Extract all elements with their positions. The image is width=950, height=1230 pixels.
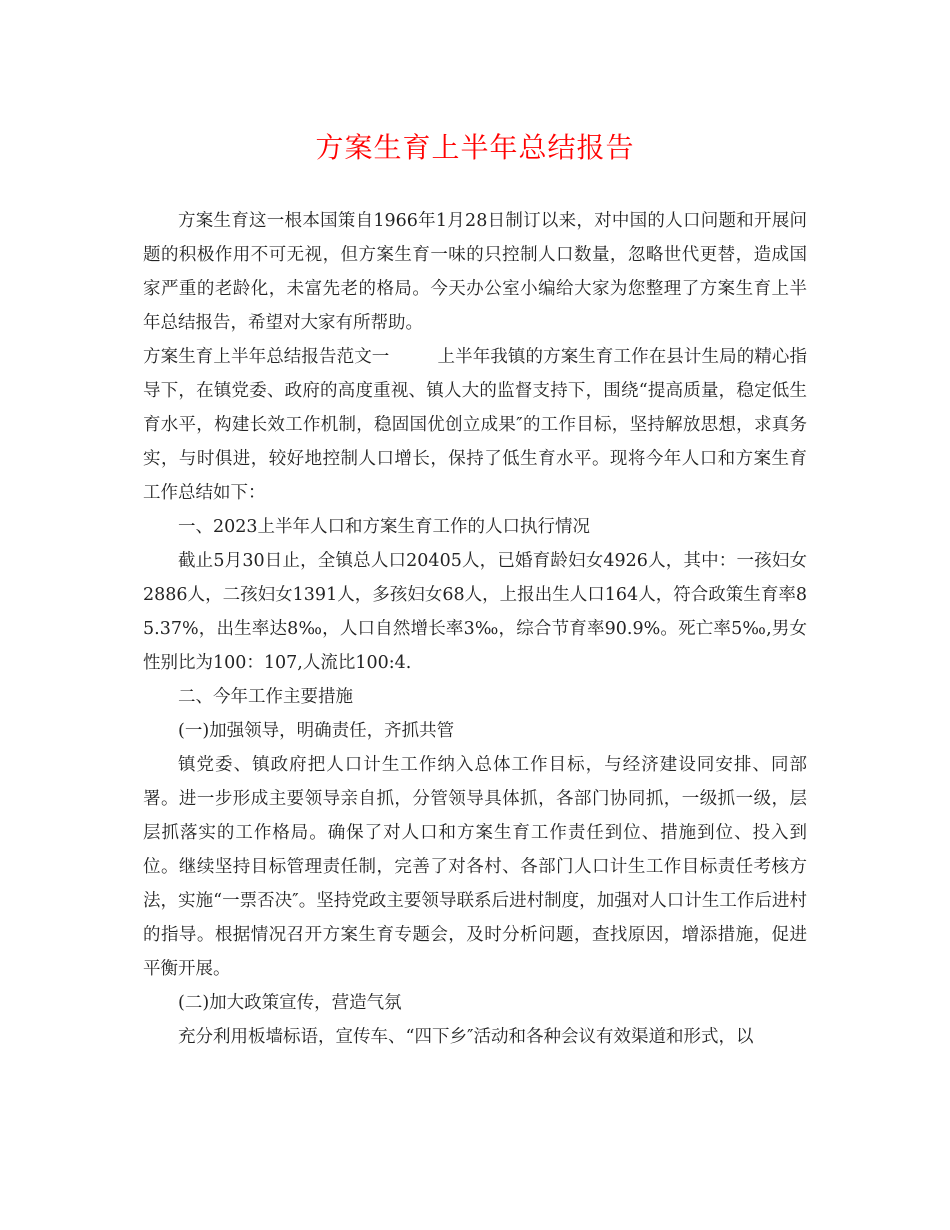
subsection1-paragraph: 镇党委、镇政府把人口计生工作纳入总体工作目标，与经济建设同安排、同部署。进一步形成主要领导亲自抓，分管领导具体抓，各部门协同抓，一级抓一级，层层抓落实的工作格局。确保了对人口和方案生育工作责任到位、措施到位、投入到位。继续坚持目标管理责任制，完善了对各村、各部门人口计生工作目标责任考核方法，实施“一票否决″。坚持党政主要领导联系后进村制度，加强对人口计生工作后进村的指导。根据情况召开方案生育专题会，及时分析问题，查找原因，增添措施，促进平衡开展。 (143, 755, 807, 979)
subsection1-heading: (一)加强领导，明确责任，齐抓共管 (178, 721, 455, 741)
sample-paragraph (143, 340, 807, 510)
sample-heading: 方案生育上半年总结报告范文一 (143, 347, 390, 367)
section1-heading: 一、2023上半年人口和方案生育工作的人口执行情况 (178, 517, 591, 537)
document-title: 方案生育上半年总结报告 (315, 131, 635, 164)
section2-heading: 二、今年工作主要措施 (178, 687, 353, 707)
intro-paragraph: 方案生育这一根本国策自1966年1月28日制订以来，对中国的人口问题和开展问题的积极作用不可无视，但方案生育一味的只控制人口数量，忽略世代更替，造成国家严重的老龄化，未富先老的格局。今天办公室小编给大家为您整理了方案生育上半年总结报告，希望对大家有所帮助。 (143, 211, 807, 333)
document-body (143, 204, 807, 1054)
section1-paragraph: 截止5月30日止，全镇总人口20405人，已婚育龄妇女4926人，其中：一孩妇女2886人，二孩妇女1391人，多孩妇女68人，上报出生人口164人，符合政策生育率85.37%，出生率达8‰，人口自然增长率3‰，综合节育率90.9%。死亡率5‰,男女性别比为100：107,人流比100:4. (143, 551, 807, 673)
sample-intro-text: 上半年我镇的方案生育工作在县计生局的精心指导下，在镇党委、政府的高度重视、镇人大的监督支持下，围绕“提高质量，稳定低生育水平，构建长效工作机制，稳固国优创立成果″的工作目标，坚持解放思想，求真务实，与时俱进，较好地控制人口增长，保持了低生育水平。现将今年人口和方案生育工作总结如下： (143, 347, 808, 503)
subsection2-paragraph: 充分利用板墙标语，宣传车、“四下乡″活动和各种会议有效渠道和形式，以 (178, 1027, 754, 1047)
subsection2-heading: (二)加大政策宣传，营造气氛 (178, 993, 402, 1013)
